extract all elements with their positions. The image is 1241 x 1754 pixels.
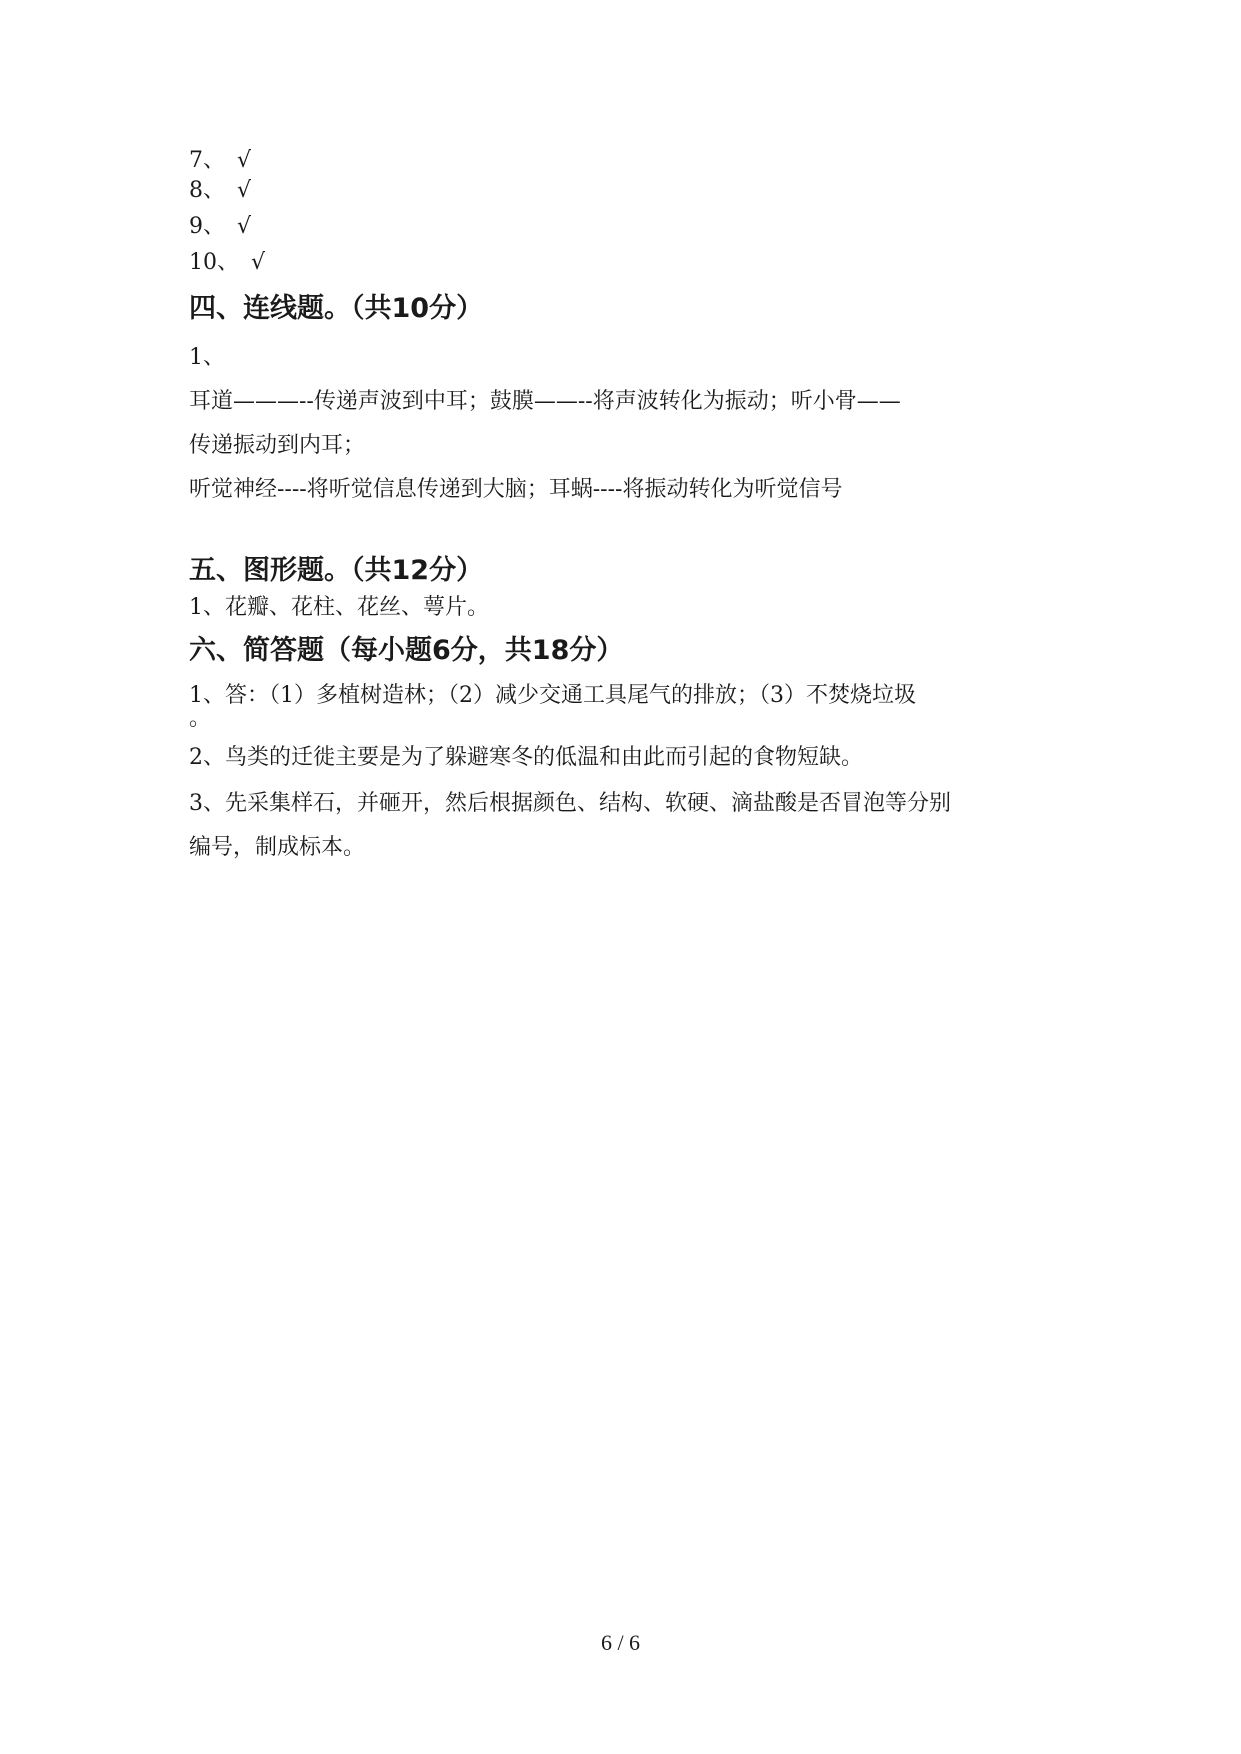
item-number: 7、 [189,148,225,173]
item-number: 10、 [189,250,239,275]
judgement-item-7 [189,150,1069,172]
section-heading-short-answer: 六、简答题（每小题6分，共18分） [189,635,624,666]
check-mark: √ [237,214,252,239]
item-number: 9、 [189,214,225,239]
short-answer-1-line-1: 1、答：（1）多植树造林；（2）减少交通工具尾气的排放；（3）不焚烧垃圾 [189,683,916,708]
check-mark: √ [237,148,252,173]
short-answer-3-line-1: 3、先采集样石，并砸开，然后根据颜色、结构、软硬、滴盐酸是否冒泡等分别 [189,791,951,816]
short-answer-1-line-2: 。 [189,706,212,731]
section-heading-matching: 四、连线题。（共10分） [189,293,484,324]
judgement-item-10 [189,252,1069,274]
answer-content [189,150,1069,862]
check-mark: √ [237,178,252,203]
matching-answer-line-1: 耳道———--传递声波到中耳；鼓膜——--将声波转化为振动；听小骨—— [189,389,901,414]
matching-answer-line-2: 传递振动到内耳； [189,433,366,458]
matching-item-label: 1、 [189,345,225,370]
check-mark: √ [251,250,266,275]
section-heading-figure: 五、图形题。（共12分） [189,555,484,586]
item-number: 8、 [189,178,225,203]
short-answer-2: 2、鸟类的迁徙主要是为了躲避寒冬的低温和由此而引起的食物短缺。 [189,745,863,770]
figure-answer: 1、花瓣、花柱、花丝、萼片。 [189,595,489,620]
judgement-answers [189,150,1069,274]
page-number: 6 / 6 [600,1630,641,1655]
judgement-item-9 [189,216,1069,238]
short-answer-3-line-2: 编号，制成标本。 [189,835,366,860]
matching-answer-line-3: 听觉神经----将听觉信息传递到大脑；耳蜗----将振动转化为听觉信号 [189,477,843,502]
judgement-item-8 [189,180,1069,202]
